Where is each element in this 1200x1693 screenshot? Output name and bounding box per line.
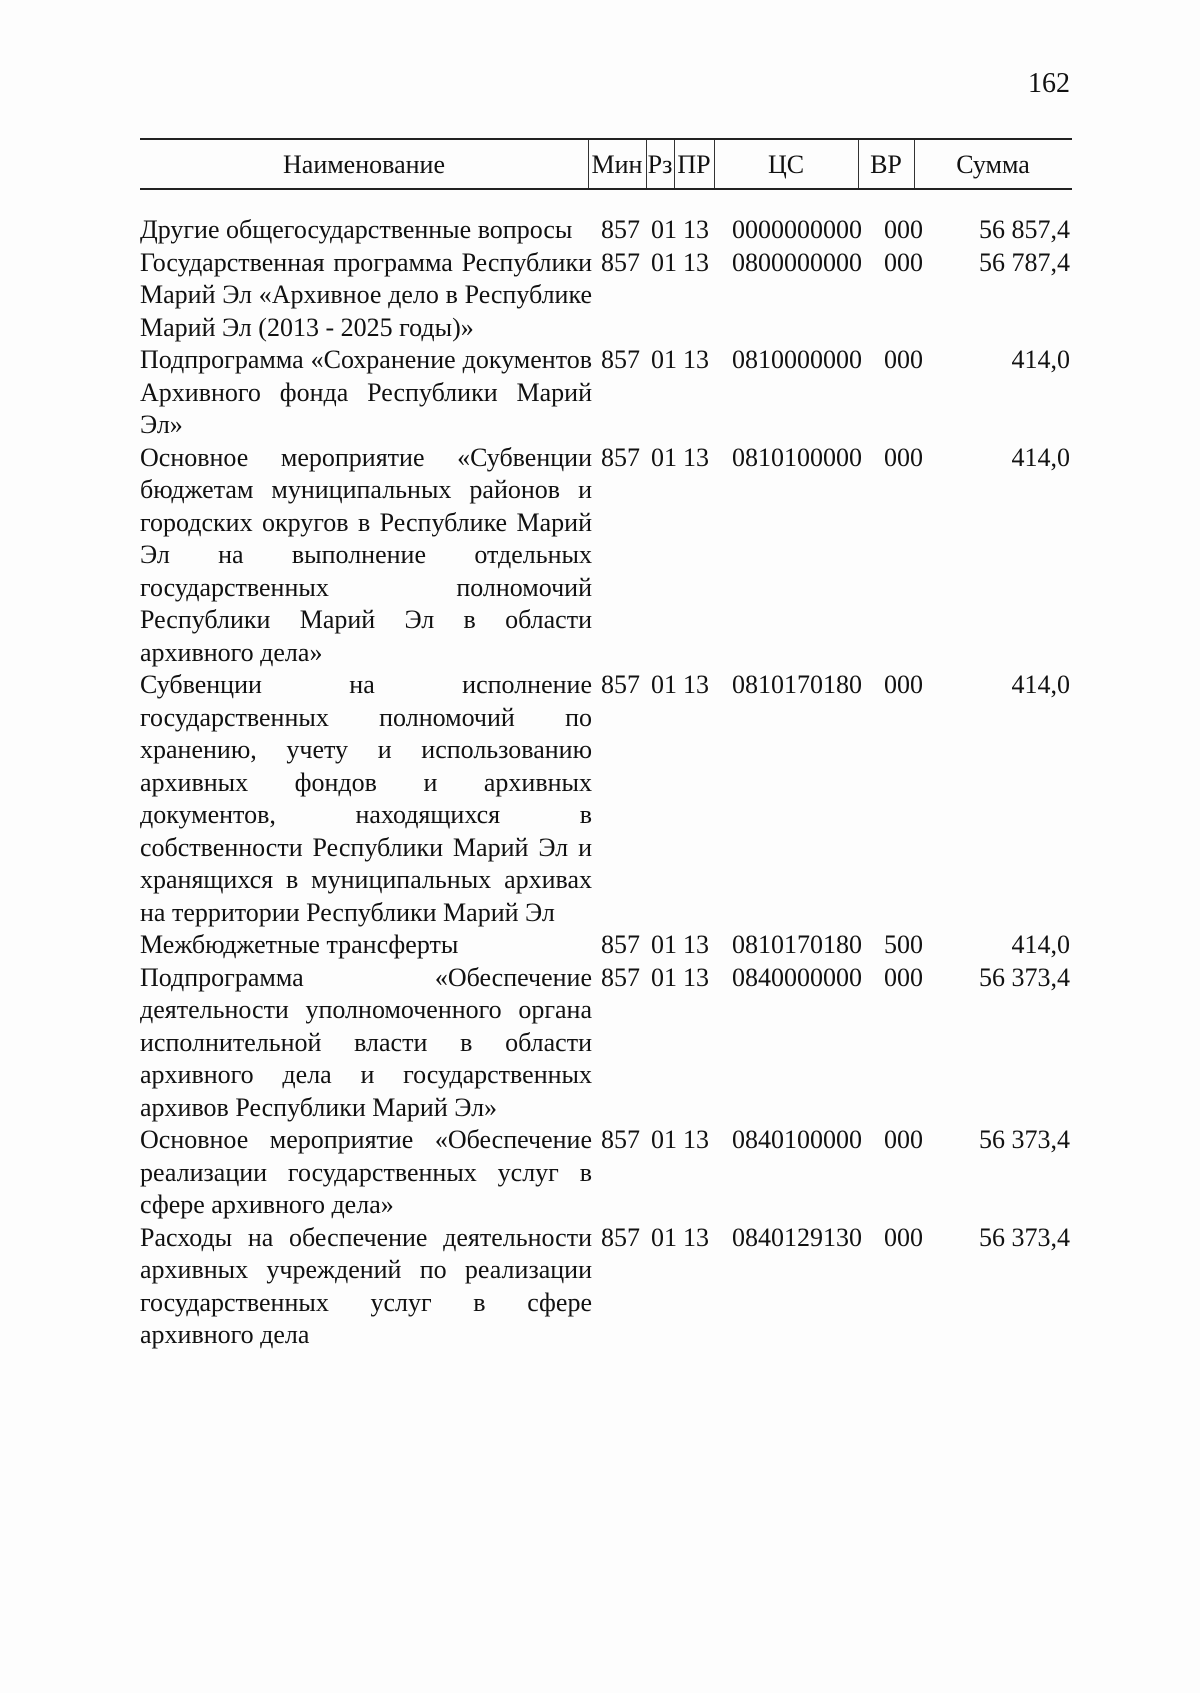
header-pr: ПР bbox=[677, 150, 711, 179]
row-cs: 0800000000 bbox=[732, 247, 862, 277]
row-rz: 01 bbox=[651, 247, 677, 277]
row-vr: 000 bbox=[884, 345, 923, 374]
row-rz: 01 bbox=[651, 1222, 677, 1252]
row-sum: 414,0 bbox=[1011, 345, 1070, 374]
row-vr: 000 bbox=[884, 215, 923, 244]
header-name: Наименование bbox=[283, 150, 445, 179]
table-row bbox=[140, 1124, 1072, 1222]
row-rz: 01 bbox=[651, 962, 677, 992]
row-min: 857 bbox=[601, 215, 640, 244]
row-min: 857 bbox=[601, 247, 640, 277]
row-cs: 0810170180 bbox=[732, 670, 862, 699]
table-row bbox=[140, 1222, 1072, 1352]
row-min: 857 bbox=[601, 670, 640, 699]
budget-table bbox=[140, 138, 1072, 1349]
table-header bbox=[140, 138, 1072, 190]
row-sum: 56 373,4 bbox=[979, 1222, 1070, 1252]
row-cs: 0000000000 bbox=[732, 215, 862, 244]
row-pr: 13 bbox=[683, 962, 709, 992]
row-cs: 0840000000 bbox=[732, 962, 862, 992]
row-name: Субвенции на исполнение государственных полномочий по хранению, учету и использованию архивных фондов и архивных документов, находящихся в собственности Республики Марий Эл и хранящихся в муниципальных архивах на территории Республики Марий Эл bbox=[140, 670, 592, 927]
row-min: 857 bbox=[601, 1125, 640, 1154]
table-row bbox=[140, 669, 1072, 929]
row-cs: 0810170180 bbox=[732, 930, 862, 959]
page-number: 162 bbox=[1028, 68, 1070, 99]
row-pr: 13 bbox=[683, 215, 709, 244]
row-name: Подпрограмма «Сохранение документов Архивного фонда Республики Марий Эл» bbox=[140, 345, 592, 439]
row-min: 857 bbox=[601, 442, 640, 472]
row-sum: 56 373,4 bbox=[979, 1125, 1070, 1154]
row-pr: 13 bbox=[683, 247, 709, 277]
row-name: Другие общегосударственные вопросы bbox=[140, 215, 573, 244]
row-rz: 01 bbox=[651, 930, 677, 959]
row-vr: 000 bbox=[884, 1222, 923, 1252]
header-rz: Рз bbox=[647, 150, 673, 179]
row-rz: 01 bbox=[651, 670, 677, 699]
row-cs: 0840129130 bbox=[732, 1222, 862, 1252]
row-name: Основное мероприятие «Обеспечение реализации государственных услуг в сфере архивного дела» bbox=[140, 1125, 592, 1219]
row-name: Расходы на обеспечение деятельности архивных учреждений по реализации государственных услуг в сфере архивного дела bbox=[140, 1222, 592, 1349]
row-name: Государственная программа Республики Марий Эл «Архивное дело в Республике Марий Эл (2013 - 2025 годы)» bbox=[140, 247, 592, 342]
row-rz: 01 bbox=[651, 215, 677, 244]
row-rz: 01 bbox=[651, 442, 677, 472]
row-pr: 13 bbox=[683, 442, 709, 472]
table-row bbox=[140, 214, 1072, 247]
row-cs: 0840100000 bbox=[732, 1125, 862, 1154]
row-min: 857 bbox=[601, 962, 640, 992]
header-sum: Сумма bbox=[956, 150, 1030, 179]
table-row bbox=[140, 247, 1072, 345]
row-cs: 0810000000 bbox=[732, 345, 862, 374]
header-cs: ЦС bbox=[767, 150, 805, 179]
row-vr: 000 bbox=[884, 1125, 923, 1154]
table-row bbox=[140, 962, 1072, 1125]
header-min: Мин bbox=[591, 150, 643, 179]
row-sum: 414,0 bbox=[1011, 442, 1070, 472]
header-divider bbox=[674, 140, 675, 188]
row-sum: 56 373,4 bbox=[979, 962, 1070, 992]
row-name: Основное мероприятие «Субвенции бюджетам муниципальных районов и городских округов в Республике Марий Эл на выполнение отдельных государственных полномочий Республики Марий Эл в области архивного дела» bbox=[140, 442, 592, 667]
row-pr: 13 bbox=[683, 930, 709, 959]
row-rz: 01 bbox=[651, 345, 677, 374]
row-cs: 0810100000 bbox=[732, 442, 862, 472]
row-min: 857 bbox=[601, 345, 640, 374]
row-min: 857 bbox=[601, 930, 640, 959]
row-sum: 56 857,4 bbox=[979, 215, 1070, 244]
row-vr: 500 bbox=[884, 930, 923, 959]
header-divider bbox=[914, 140, 915, 188]
row-min: 857 bbox=[601, 1222, 640, 1252]
row-sum: 414,0 bbox=[1011, 930, 1070, 959]
row-vr: 000 bbox=[884, 962, 923, 992]
header-divider bbox=[714, 140, 715, 188]
header-vr: ВР bbox=[870, 150, 902, 179]
row-pr: 13 bbox=[683, 670, 709, 699]
row-vr: 000 bbox=[884, 670, 923, 699]
header-divider bbox=[858, 140, 859, 188]
table-body bbox=[140, 214, 1072, 1352]
header-divider bbox=[588, 140, 589, 188]
table-row bbox=[140, 929, 1072, 962]
row-name: Межбюджетные трансферты bbox=[140, 930, 459, 959]
row-pr: 13 bbox=[683, 1222, 709, 1252]
header-divider bbox=[646, 140, 647, 188]
row-pr: 13 bbox=[683, 345, 709, 374]
row-sum: 56 787,4 bbox=[979, 247, 1070, 277]
row-vr: 000 bbox=[884, 442, 923, 472]
row-rz: 01 bbox=[651, 1125, 677, 1154]
row-name: Подпрограмма «Обеспечение деятельности уполномоченного органа исполнительной власти в области архивного дела и государственных архивов Республики Марий Эл» bbox=[140, 962, 592, 1122]
row-vr: 000 bbox=[884, 247, 923, 277]
table-row bbox=[140, 344, 1072, 442]
row-sum: 414,0 bbox=[1011, 670, 1070, 699]
row-pr: 13 bbox=[683, 1125, 709, 1154]
table-row bbox=[140, 442, 1072, 670]
